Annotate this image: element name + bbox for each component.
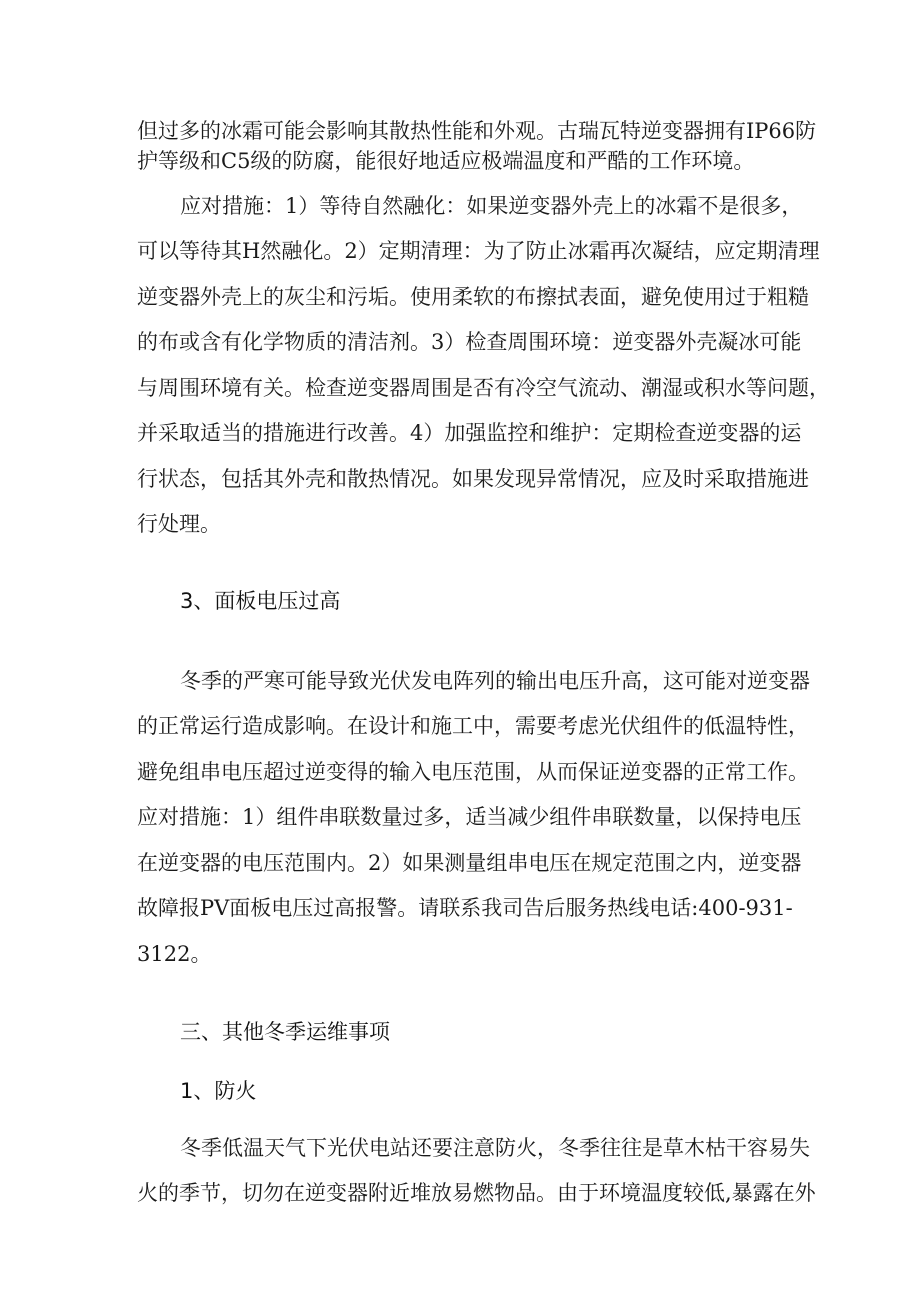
text-line: 的正常运行造成影响。在设计和施工中，需要考虑光伏组件的低温特性，	[137, 714, 809, 738]
text-line: 但过多的冰霜可能会影响其散热性能和外观。古瑞瓦特逆变器拥有IP66防	[137, 119, 817, 143]
text-line: 可以等待其H然融化。2）定期清理：为了防止冰霜再次凝结，应定期清理	[137, 239, 820, 263]
text-line: 并采取适当的措施进行改善。4）加强监控和维护：定期检查逆变器的运	[137, 421, 802, 445]
text-line: 3122。	[137, 942, 212, 966]
text-line: 应对措施：1）等待自然融化：如果逆变器外壳上的冰霜不是很多，	[180, 194, 803, 218]
text-line: 应对措施：1）组件串联数量过多，适当减少组件串联数量，以保持电压	[137, 805, 802, 829]
text-line: 行状态，包括其外壳和散热情况。如果发现异常情况，应及时采取措施进	[137, 467, 809, 491]
text-line: 与周围环境有关。检查逆变器周围是否有冷空气流动、潮湿或积水等问题，	[137, 376, 830, 400]
section-heading-other-winter-maintenance: 三、其他冬季运维事项	[180, 1020, 390, 1044]
text-line: 避免组串电压超过逆变得的输入电压范围，从而保证逆变器的正常工作。	[137, 760, 809, 784]
text-line: 冬季的严寒可能导致光伏发电阵列的输出电压升高，这可能对逆变器	[180, 669, 810, 693]
section-heading-fire-prevention: 1、防火	[180, 1079, 257, 1103]
section-heading-panel-voltage: 3、面板电压过高	[180, 589, 341, 613]
text-line: 故障报PV面板电压过高报警。请联系我司告后服务热线电话:400-931-	[137, 896, 793, 920]
text-line: 冬季低温天气下光伏电站还要注意防火，冬季往往是草木枯干容易失	[180, 1136, 810, 1160]
text-line: 火的季节，切勿在逆变器附近堆放易燃物品。由于环境温度较低,暴露在外	[137, 1181, 816, 1205]
text-line: 的布或含有化学物质的清洁剂。3）检查周围环境：逆变器外壳凝冰可能	[137, 330, 802, 354]
text-line: 在逆变器的电压范围内。2）如果测量组串电压在规定范围之内，逆变器	[137, 851, 802, 875]
text-line: 逆变器外壳上的灰尘和污垢。使用柔软的布擦拭表面，避免使用过于粗糙	[137, 285, 809, 309]
text-line: 行处理。	[137, 512, 221, 536]
text-line: 护等级和C5级的防腐，能很好地适应极端温度和严酷的工作环境。	[137, 149, 755, 173]
